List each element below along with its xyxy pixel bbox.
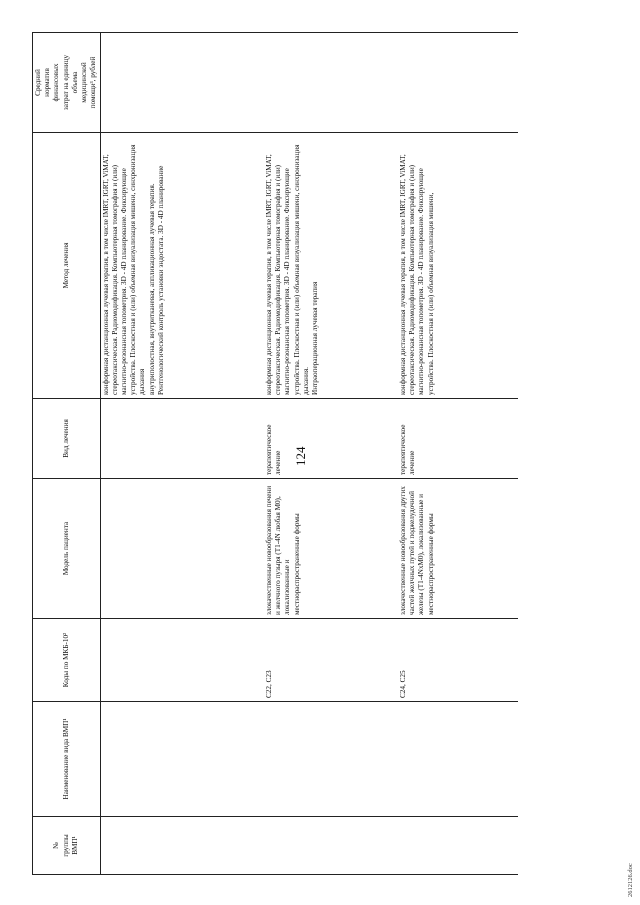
header-patient-model: Модель пациента <box>33 479 101 619</box>
header-treatment-type: Вид лечения <box>33 399 101 479</box>
header-vmp-name: Наименование вида ВМП¹ <box>33 702 101 817</box>
header-group-number: № группы ВМП¹ <box>33 817 101 875</box>
cell-group-number <box>264 817 398 875</box>
cell-patient-model: злокачественные новообразования других частей желчных путей и поджелудочной железы (T1-4NxM0), локализованные и местнораспространенные формы <box>398 479 518 619</box>
cell-treatment-type: терапевтическое лечение <box>264 399 398 479</box>
cell-icd-codes: C24, C25 <box>398 619 518 702</box>
cell-group-number <box>100 817 264 875</box>
document-filename: 2612126.doc <box>627 863 634 897</box>
cell-average-cost <box>398 33 518 133</box>
header-icd-codes: Коды по МКБ-10² <box>33 619 101 702</box>
cell-average-cost <box>100 33 264 133</box>
cell-patient-model <box>100 479 264 619</box>
table-row <box>398 33 518 875</box>
cell-treatment-method: конформная дистанционная лучевая терапия, в том числе IMRT, IGRT, ViMAT, стереотаксическая. Радиомодификация. Компьютерная томография и (или) магнитно-резонансная топометрия. 3D - 4D планирование. Фиксирующие устройства. Плоскостная и (или) объемная визуализация мишени, синхронизация дыхания внутриполостная, внутритканевая, аппликационная лучевая терапия. Рентгенологический контроль установки эндостата. 3D - 4D планирование <box>100 133 264 399</box>
header-treatment-method: Метод лечения <box>33 133 101 399</box>
cell-treatment-method: конформная дистанционная лучевая терапия, в том числе IMRT, IGRT, ViMAT, стереотаксическая. Радиомодификация. Компьютерная томография и (или) магнитно-резонансная топометрия. 3D - 4D планирование. Фиксирующие устройства. Плоскостная и (или) объемная визуализация мишени, <box>398 133 518 399</box>
cell-treatment-type: терапевтическое лечение <box>398 399 518 479</box>
table-header-row <box>33 33 101 875</box>
page-number: 124 <box>293 446 308 466</box>
cell-vmp-name <box>100 702 264 817</box>
table-row <box>264 33 398 875</box>
header-average-cost: Средний норматив финансовых затрат на единицу объема медицинской помощи³, рублей <box>33 33 101 133</box>
cell-group-number <box>398 817 518 875</box>
cell-patient-model: злокачественные новообразования печени и желчного пузыря (T1-4N любая M0), локализованные и местнораспространенные формы <box>264 479 398 619</box>
cell-icd-codes: C22, C23 <box>264 619 398 702</box>
cell-treatment-method: конформная дистанционная лучевая терапия, в том числе IMRT, IGRT, ViMAT, стереотаксическая. Радиомодификация. Компьютерная томография и (или) магнитно-резонансная топометрия. 3D - 4D планирование. Фиксирующие устройства. Плоскостная и (или) объемная визуализация мишени, синхронизация дыхания. Интраоперационная лучевая терапия <box>264 133 398 399</box>
cell-treatment-type <box>100 399 264 479</box>
vmp-table <box>32 32 518 875</box>
cell-vmp-name <box>398 702 518 817</box>
table-row <box>100 33 264 875</box>
cell-vmp-name <box>264 702 398 817</box>
cell-average-cost <box>264 33 398 133</box>
cell-icd-codes <box>100 619 264 702</box>
